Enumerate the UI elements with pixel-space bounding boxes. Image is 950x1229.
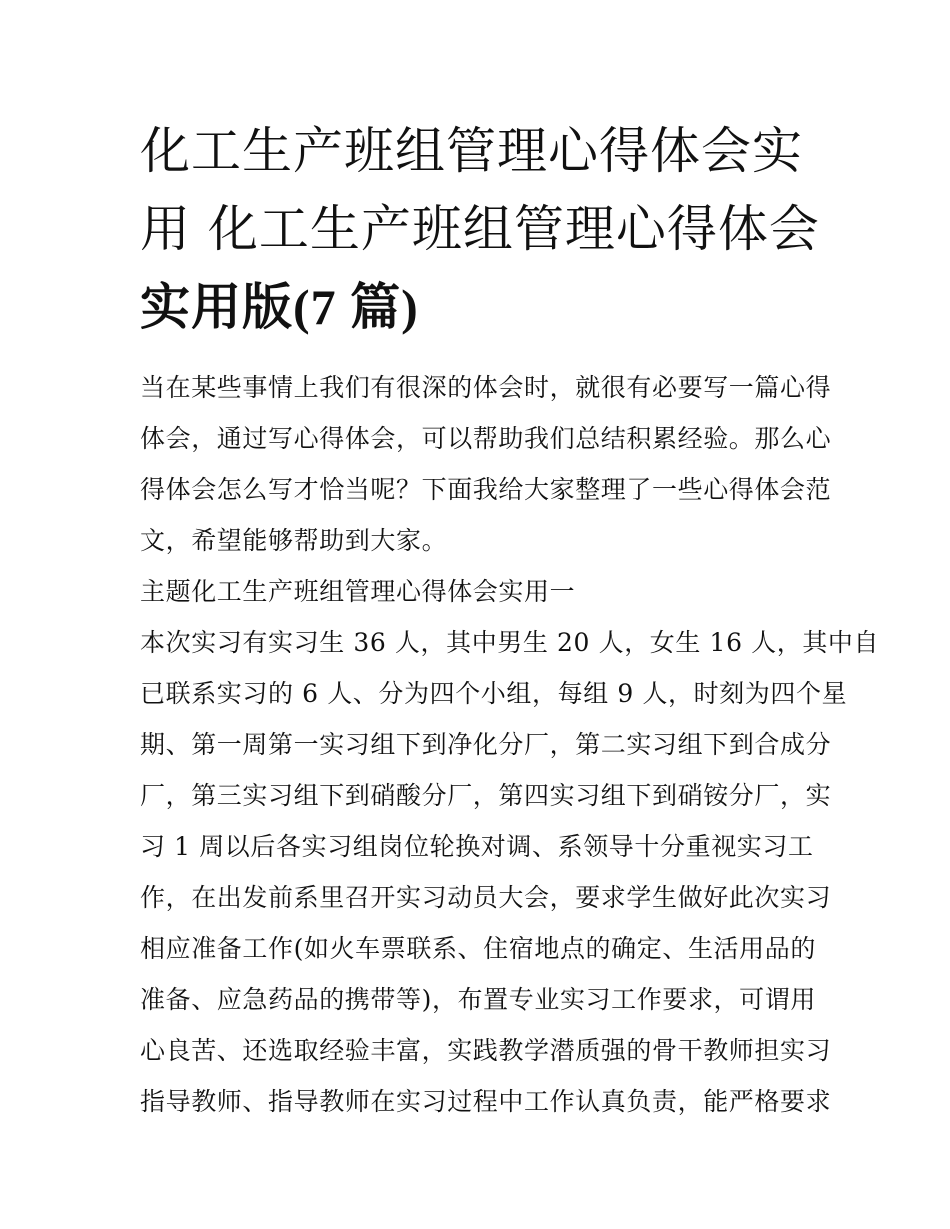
document-body <box>140 362 880 1127</box>
text-line: 心良苦、还选取经验丰富，实践教学潜质强的骨干教师担实习 <box>140 1036 832 1065</box>
title-line: 用 化工生产班组管理心得体会 <box>140 200 820 258</box>
text-line: 习 1 周以后各实习组岗位轮换对调、系领导十分重视实习工 <box>140 832 814 861</box>
section-heading: 主题化工生产班组管理心得体会实用一 <box>140 577 576 606</box>
text-line: 当在某些事情上我们有很深的体会时，就很有必要写一篇心得 <box>140 373 832 402</box>
text-line: 厂，第三实习组下到硝酸分厂，第四实习组下到硝铵分厂，实 <box>140 781 832 810</box>
text-line: 体会，通过写心得体会，可以帮助我们总结积累经验。那么心 <box>140 424 832 453</box>
title-line: 实用版(7 篇) <box>140 279 419 335</box>
text-line: 文，希望能够帮助到大家。 <box>140 526 448 555</box>
document-title <box>140 112 820 346</box>
text-line: 已联系实习的 6 人、分为四个小组，每组 9 人，时刻为四个星 <box>140 679 848 708</box>
text-line: 指导教师、指导教师在实习过程中工作认真负责，能严格要求 <box>140 1087 832 1116</box>
document-content <box>140 112 880 1127</box>
text-line: 作，在出发前系里召开实习动员大会，要求学生做好此次实习 <box>140 883 832 912</box>
text-line: 准备、应急药品的携带等)，布置专业实习工作要求，可谓用 <box>140 985 816 1014</box>
text-line: 相应准备工作(如火车票联系、住宿地点的确定、生活用品的 <box>140 934 816 963</box>
title-line: 化工生产班组管理心得体会实 <box>140 122 803 180</box>
intro-paragraph <box>140 362 832 566</box>
text-line: 期、第一周第一实习组下到净化分厂，第二实习组下到合成分 <box>140 730 832 759</box>
section-paragraph <box>140 617 880 1127</box>
text-line: 本次实习有实习生 36 人，其中男生 20 人，女生 16 人，其中自 <box>140 628 880 657</box>
text-line: 得体会怎么写才恰当呢？下面我给大家整理了一些心得体会范 <box>140 475 832 504</box>
